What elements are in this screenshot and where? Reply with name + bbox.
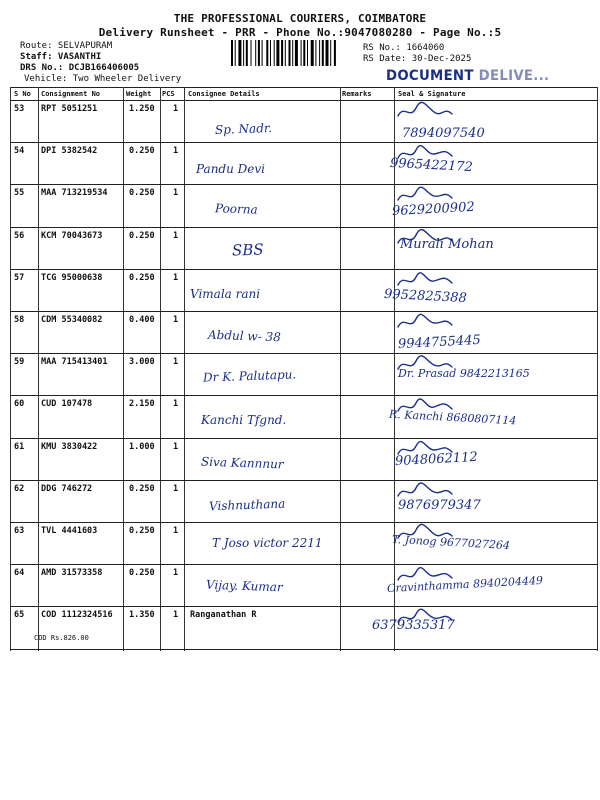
pcs-value: 1: [173, 399, 179, 410]
consignment-number: CDM 55340082: [41, 315, 103, 325]
serial-number: 53: [14, 104, 25, 114]
signature-phone-handwritten: Dr. Prasad 9842213165: [398, 367, 530, 381]
weight-value: 3.000: [129, 357, 155, 368]
serial-number: 56: [14, 230, 25, 241]
row-divider: [10, 649, 597, 650]
consignment-number: COD 1112324516: [41, 610, 113, 621]
signature-phone-handwritten: Cravinthamma 8940204449: [386, 574, 544, 596]
consignee-handwritten: Vijay. Kumar: [205, 577, 283, 595]
signature-scribble: [396, 355, 456, 375]
weight-value: 0.250: [129, 188, 155, 199]
consignment-number: MAA 713219534: [41, 188, 108, 199]
serial-number: 63: [14, 526, 25, 536]
col-header-seal: Seal & Signature: [398, 90, 466, 98]
consignment-number: TVL 4441603: [41, 526, 98, 536]
pcs-value: 1: [173, 441, 179, 452]
pcs-value: 1: [173, 315, 179, 325]
weight-value: 2.150: [129, 399, 155, 410]
row-divider: [10, 142, 597, 143]
row-divider: [10, 438, 597, 439]
signature-scribble: [396, 144, 456, 164]
signature-scribble: [396, 566, 456, 586]
serial-number: 55: [14, 188, 25, 199]
serial-number: 62: [14, 483, 25, 494]
signature-phone-handwritten: 9965422172: [389, 156, 474, 176]
consignee-handwritten: Poorna: [214, 201, 258, 218]
consignment-number: AMD 31573358: [41, 568, 103, 579]
signature-scribble: [396, 102, 456, 122]
signature-scribble: [396, 524, 456, 544]
company-title: THE PROFESSIONAL COURIERS, COIMBATORE: [173, 12, 427, 25]
serial-number: 58: [14, 315, 25, 325]
column-divider: [123, 87, 124, 651]
signature-phone-handwritten: T. Jonog 9677027264: [391, 532, 511, 553]
consignee-handwritten: Vishnuthana: [208, 496, 286, 514]
barcode: [231, 40, 359, 66]
runsheet-subtitle: Delivery Runsheet - PRR - Phone No.:9047080280 - Page No.:5: [98, 26, 502, 39]
consignment-number: CUD 107478: [41, 399, 93, 410]
consignee-handwritten: SBS: [231, 240, 264, 260]
signature-phone-handwritten: 9952825388: [383, 286, 468, 306]
serial-number: 65: [14, 610, 25, 621]
consignee-handwritten: Kanchi Tfgnd.: [201, 413, 287, 428]
table-top-border: [10, 87, 597, 88]
pcs-value: 1: [173, 610, 179, 621]
rs-number: RS No.: 1664060: [363, 43, 445, 53]
row-divider: [10, 522, 597, 523]
row-divider: [10, 480, 597, 481]
weight-value: 0.250: [129, 483, 155, 494]
column-divider: [340, 87, 341, 651]
serial-number: 60: [14, 399, 25, 410]
row-divider: [10, 311, 597, 312]
column-divider: [160, 87, 161, 651]
row-divider: [10, 269, 597, 270]
signature-scribble: [396, 313, 456, 333]
signature-phone-handwritten: 9629200902: [391, 200, 476, 220]
signature-phone-handwritten: 9944755445: [397, 332, 482, 353]
column-divider: [597, 87, 598, 651]
consignee-handwritten: Dr K. Palutapu.: [202, 367, 297, 385]
consignment-number: KMU 3830422: [41, 441, 98, 452]
row-divider: [10, 395, 597, 396]
document-delivery-stamp: [386, 68, 549, 84]
row-divider: [10, 564, 597, 565]
col-header-sno: S No: [14, 90, 31, 98]
weight-value: 1.250: [129, 104, 155, 114]
vehicle-label: Vehicle: Two Wheeler Delivery: [24, 74, 182, 84]
consignee-handwritten: Sp. Nadr.: [214, 121, 273, 137]
rs-date: RS Date: 30-Dec-2025: [363, 54, 472, 64]
col-header-pcs: PCS: [162, 90, 175, 98]
weight-value: 0.400: [129, 315, 155, 325]
pcs-value: 1: [173, 526, 179, 536]
row-divider: [10, 184, 597, 185]
table-header-border: [10, 100, 597, 101]
staff-label: Staff: VASANTHI: [20, 52, 102, 62]
serial-number: 64: [14, 568, 25, 579]
weight-value: 1.000: [129, 441, 155, 452]
cod-amount: COD Rs.826.00: [34, 634, 89, 643]
signature-phone-handwritten: Murali Mohan: [400, 236, 494, 252]
consignment-number: DDG 746272: [41, 483, 93, 494]
pcs-value: 1: [173, 146, 179, 157]
consignee-handwritten: Pandu Devi: [196, 162, 265, 177]
consignment-number: KCM 70043673: [41, 230, 103, 241]
signature-scribble: [396, 271, 456, 291]
row-divider: [10, 227, 597, 228]
drs-number: DRS No.: DCJB166406005: [20, 63, 140, 73]
consignee-handwritten: T Joso victor 2211: [212, 536, 323, 550]
consignment-number: MAA 715413401: [41, 357, 108, 368]
pcs-value: 1: [173, 272, 179, 283]
signature-scribble: [396, 186, 456, 206]
weight-value: 0.250: [129, 568, 155, 579]
stamp-text-faded: DELIVE...: [478, 68, 550, 84]
signature-scribble: [396, 229, 456, 249]
signature-scribble: [396, 440, 456, 460]
signature-phone-handwritten: 9048062112: [394, 449, 479, 469]
weight-value: 0.250: [129, 526, 155, 536]
column-divider: [184, 87, 185, 651]
column-divider: [38, 87, 39, 651]
consignee-handwritten: Siva Kannnur: [200, 454, 284, 472]
col-header-remarks: Remarks: [342, 90, 372, 98]
weight-value: 1.350: [129, 610, 155, 621]
signature-phone-handwritten: 9876979347: [398, 497, 481, 513]
pcs-value: 1: [173, 568, 179, 579]
pcs-value: 1: [173, 230, 179, 241]
column-divider: [394, 87, 395, 651]
consignee-handwritten: Vimala rani: [190, 286, 261, 301]
weight-value: 0.250: [129, 272, 155, 283]
serial-number: 57: [14, 272, 25, 283]
serial-number: 54: [14, 146, 25, 157]
pcs-value: 1: [173, 188, 179, 199]
weight-value: 0.250: [129, 230, 155, 241]
row-divider: [10, 606, 597, 607]
serial-number: 61: [14, 441, 25, 452]
consignment-number: DPI 5382542: [41, 146, 98, 157]
signature-phone-handwritten: 7894097540: [402, 126, 485, 141]
signature-phone-handwritten: R. Kanchi 8680807114: [388, 408, 517, 428]
consignee-handwritten: Abdul w- 38: [207, 327, 282, 345]
pcs-value: 1: [173, 483, 179, 494]
pcs-value: 1: [173, 357, 179, 368]
consignment-number: TCG 95000638: [41, 272, 103, 283]
row-divider: [10, 353, 597, 354]
pcs-value: 1: [173, 104, 179, 114]
stamp-text: DOCUMENT: [386, 68, 479, 84]
signature-phone-handwritten: 6379335317: [372, 618, 455, 634]
consignee-name: Ranganathan R: [190, 610, 257, 621]
column-divider: [10, 87, 11, 651]
serial-number: 59: [14, 357, 25, 368]
signature-scribble: [396, 397, 456, 417]
consignment-number: RPT 5051251: [41, 104, 98, 114]
route-label: Route: SELVAPURAM: [20, 41, 113, 51]
col-header-consignee: Consignee Details: [188, 90, 260, 98]
col-header-weight: Weight: [126, 90, 152, 98]
signature-scribble: [396, 608, 456, 628]
col-header-consignment: Consignment No: [41, 90, 101, 98]
signature-scribble: [396, 482, 456, 502]
weight-value: 0.250: [129, 146, 155, 157]
